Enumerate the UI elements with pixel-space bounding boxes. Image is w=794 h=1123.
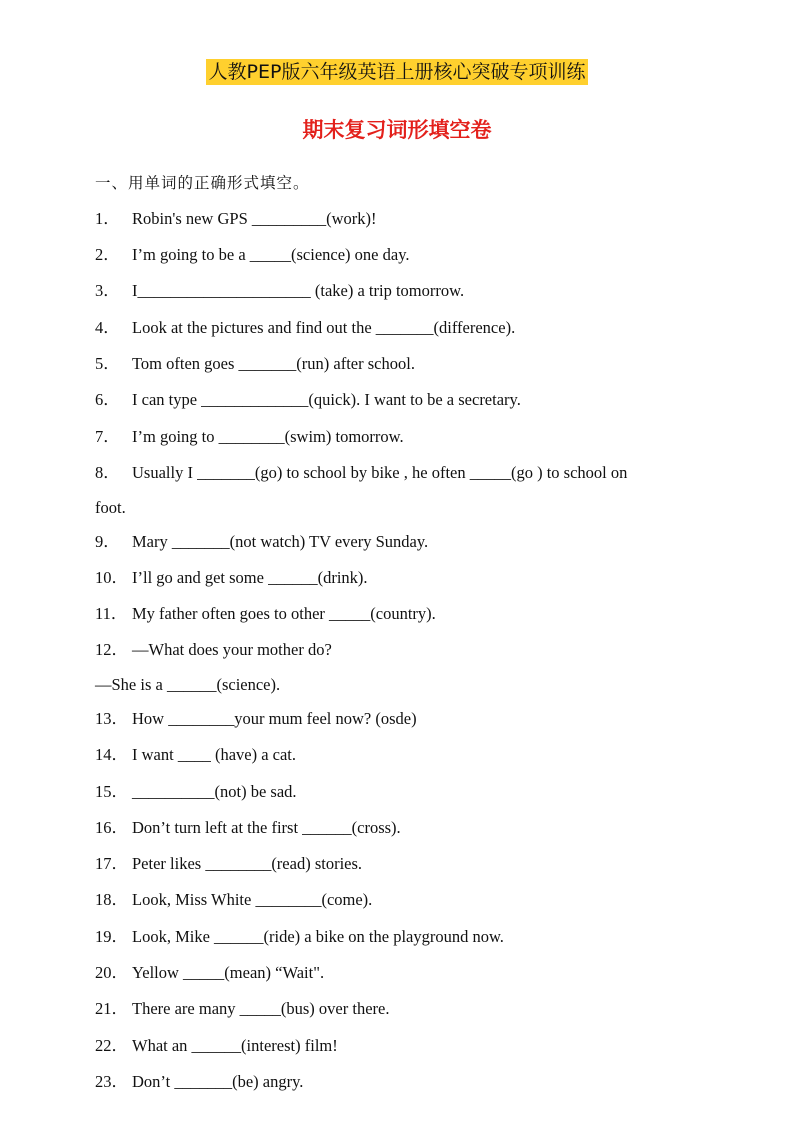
question-text: I’m going to ________(swim) tomorrow. (132, 427, 404, 446)
question-5 (95, 352, 735, 376)
question-text: I_____________________ (take) a trip tomorrow. (132, 281, 465, 300)
question-number: 5． (95, 354, 120, 373)
question-9 (95, 530, 735, 554)
question-4 (95, 316, 735, 340)
question-number: 1． (95, 209, 120, 228)
question-text: Robin's new GPS _________(work)! (132, 209, 377, 228)
question-text: Don’t _______(be) angry. (132, 1072, 304, 1091)
question-text: Look at the pictures and find out the _______(difference). (132, 318, 516, 337)
question-1 (95, 207, 735, 231)
question-number: 17． (95, 854, 128, 873)
question-23 (95, 1070, 735, 1094)
question-number: 11． (95, 604, 128, 623)
question-number: 4． (95, 318, 120, 337)
question-2 (95, 243, 735, 267)
question-16 (95, 816, 735, 840)
question-text: How ________your mum feel now? (osde) (132, 709, 417, 728)
question-text: Mary _______(not watch) TV every Sunday. (132, 532, 429, 551)
question-19 (95, 925, 735, 949)
question-text: Look, Miss White ________(come). (132, 890, 373, 909)
question-number: 2． (95, 245, 120, 264)
section-heading: 一、用单词的正确形式填空。 (95, 174, 310, 192)
question-text: Look, Mike ______(ride) a bike on the playground now. (132, 927, 504, 946)
question-number: 14． (95, 745, 128, 764)
question-number: 20． (95, 963, 128, 982)
question-text: Peter likes ________(read) stories. (132, 854, 363, 873)
question-text: I can type _____________(quick). I want to be a secretary. (132, 390, 521, 409)
question-15 (95, 780, 735, 804)
question-17 (95, 852, 735, 876)
question-7 (95, 425, 735, 449)
question-6 (95, 388, 735, 412)
question-11 (95, 602, 735, 626)
question-text: I’ll go and get some ______(drink). (132, 568, 368, 587)
question-14 (95, 743, 735, 767)
question-text: —What does your mother do? (132, 640, 332, 659)
question-text: What an ______(interest) film! (132, 1036, 338, 1055)
question-text: __________(not) be sad. (132, 782, 297, 801)
question-12-continued: —She is a ______(science). (95, 675, 281, 694)
question-text: I’m going to be a _____(science) one day. (132, 245, 410, 264)
question-number: 12． (95, 640, 128, 659)
question-text: My father often goes to other _____(country). (132, 604, 436, 623)
question-number: 22． (95, 1036, 128, 1055)
page-subtitle: 期末复习词形填空卷 (302, 118, 492, 142)
page-title-text: 人教PEP版六年级英语上册核心突破专项训练 (206, 59, 589, 85)
question-20 (95, 961, 735, 985)
question-8-continued: foot. (95, 498, 126, 517)
question-8 (95, 461, 735, 485)
question-number: 10． (95, 568, 128, 587)
question-number: 16． (95, 818, 128, 837)
question-number: 13． (95, 709, 128, 728)
question-18 (95, 888, 735, 912)
question-10 (95, 566, 735, 590)
question-text: Yellow _____(mean) “Wait". (132, 963, 325, 982)
question-3 (95, 279, 735, 303)
question-text: Don’t turn left at the first ______(cross). (132, 818, 401, 837)
question-number: 6． (95, 390, 120, 409)
question-text: Tom often goes _______(run) after school. (132, 354, 415, 373)
question-number: 15． (95, 782, 128, 801)
question-number: 9． (95, 532, 120, 551)
page-title (0, 54, 794, 90)
question-21 (95, 997, 735, 1021)
question-text: I want ____ (have) a cat. (132, 745, 297, 764)
question-number: 8． (95, 463, 120, 482)
question-number: 21． (95, 999, 128, 1018)
question-number: 7． (95, 427, 120, 446)
question-text: There are many _____(bus) over there. (132, 999, 390, 1018)
question-13 (95, 707, 735, 731)
question-22 (95, 1034, 735, 1058)
question-12 (95, 638, 735, 662)
question-number: 3． (95, 281, 120, 300)
question-number: 19． (95, 927, 128, 946)
question-number: 23． (95, 1072, 128, 1091)
question-text: Usually I _______(go) to school by bike , he often _____(go ) to school on (132, 463, 628, 482)
question-number: 18． (95, 890, 128, 909)
